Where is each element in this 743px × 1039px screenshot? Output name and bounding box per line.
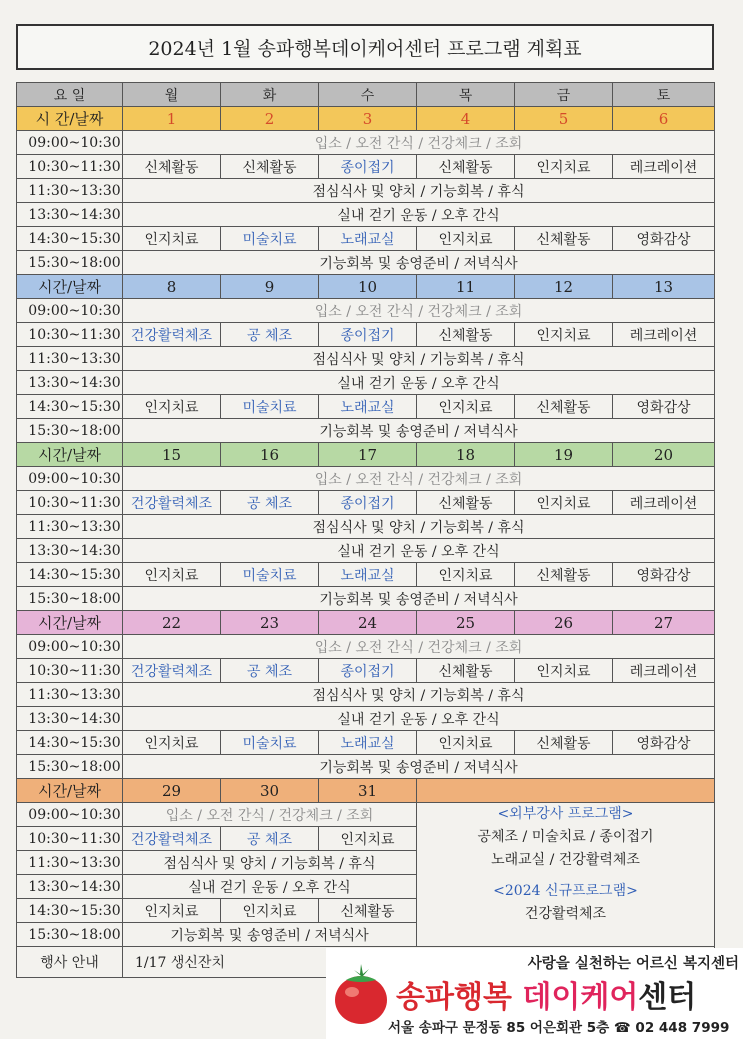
- activity-cell: 공 체조: [221, 323, 319, 347]
- activity-cell: 신체활동: [221, 155, 319, 179]
- schedule-row: [17, 491, 715, 515]
- all-day-activity: 입소 / 오전 간식 / 건강체크 / 조회: [123, 467, 715, 491]
- date-cell: 16: [221, 443, 319, 467]
- activity-cell: 신체활동: [319, 899, 417, 923]
- all-day-activity: 실내 걷기 운동 / 오후 간식: [123, 203, 715, 227]
- activity-cell: 인지치료: [417, 563, 515, 587]
- date-cell: 8: [123, 275, 221, 299]
- schedule-row: [17, 467, 715, 491]
- time-slot: 10:30~11:30: [17, 827, 123, 851]
- time-slot: 14:30~15:30: [17, 899, 123, 923]
- date-cell: 27: [613, 611, 715, 635]
- activity-cell: 신체활동: [417, 491, 515, 515]
- schedule-row: [17, 179, 715, 203]
- time-slot: 13:30~14:30: [17, 875, 123, 899]
- note-line3: 건강활력체조: [524, 906, 607, 922]
- weekday-header-cell: 토: [613, 83, 715, 107]
- activity-cell: 미술치료: [221, 731, 319, 755]
- time-slot: 09:00~10:30: [17, 635, 123, 659]
- schedule-row: [17, 347, 715, 371]
- activity-cell: 인지치료: [417, 227, 515, 251]
- note-line1: 공체조 / 미술치료 / 종이접기: [477, 829, 654, 845]
- date-cell: 6: [613, 107, 715, 131]
- note-spacer: [417, 872, 714, 880]
- activity-cell: 신체활동: [417, 659, 515, 683]
- activity-cell: 건강활력체조: [123, 827, 221, 851]
- activity-cell: 인지치료: [515, 155, 613, 179]
- date-cell: 11: [417, 275, 515, 299]
- date-cell: 22: [123, 611, 221, 635]
- all-day-activity: 점심식사 및 양치 / 기능회복 / 휴식: [123, 683, 715, 707]
- activity-cell: 신체활동: [417, 323, 515, 347]
- all-day-activity: 실내 걷기 운동 / 오후 간식: [123, 539, 715, 563]
- all-day-activity: 실내 걷기 운동 / 오후 간식: [123, 371, 715, 395]
- time-slot: 15:30~18:00: [17, 755, 123, 779]
- activity-cell: 종이접기: [319, 491, 417, 515]
- schedule-row: [17, 707, 715, 731]
- activity-cell: 인지치료: [417, 731, 515, 755]
- date-row-label: 시간/날짜: [17, 611, 123, 635]
- activity-cell: 노래교실: [319, 395, 417, 419]
- date-cell: 5: [515, 107, 613, 131]
- schedule-row: [17, 227, 715, 251]
- time-slot: 09:00~10:30: [17, 299, 123, 323]
- schedule-table: [16, 82, 715, 978]
- time-slot: 11:30~13:30: [17, 515, 123, 539]
- activity-cell: 레크레이션: [613, 155, 715, 179]
- activity-cell: 종이접기: [319, 155, 417, 179]
- time-slot: 11:30~13:30: [17, 851, 123, 875]
- time-slot: 09:00~10:30: [17, 803, 123, 827]
- date-cell: 3: [319, 107, 417, 131]
- date-cell: 25: [417, 611, 515, 635]
- time-slot: 14:30~15:30: [17, 395, 123, 419]
- date-row: [17, 275, 715, 299]
- activity-cell: 공 체조: [221, 659, 319, 683]
- note-line2: 노래교실 / 건강활력체조: [491, 852, 640, 868]
- all-day-activity: 실내 걷기 운동 / 오후 간식: [123, 707, 715, 731]
- date-cell: 24: [319, 611, 417, 635]
- tomato-icon: [332, 962, 390, 1026]
- date-row-label: 시간/날짜: [17, 779, 123, 803]
- schedule-row: [17, 515, 715, 539]
- empty-date-cell: [417, 779, 715, 803]
- date-row: [17, 779, 715, 803]
- weekday-header-cell: 금: [515, 83, 613, 107]
- weekday-header-label: 요 일: [17, 83, 123, 107]
- event-label: 행사 안내: [17, 947, 123, 978]
- activity-cell: 인지치료: [221, 899, 319, 923]
- date-row-label: 시간/날짜: [17, 275, 123, 299]
- time-slot: 13:30~14:30: [17, 203, 123, 227]
- activity-cell: 종이접기: [319, 323, 417, 347]
- activity-cell: 인지치료: [515, 491, 613, 515]
- center-name-part3: 센터: [638, 980, 697, 1015]
- activity-cell: 신체활동: [515, 227, 613, 251]
- time-slot: 13:30~14:30: [17, 707, 123, 731]
- time-slot: 14:30~15:30: [17, 563, 123, 587]
- time-slot: 14:30~15:30: [17, 731, 123, 755]
- activity-cell: 인지치료: [515, 659, 613, 683]
- activity-cell: 인지치료: [123, 227, 221, 251]
- all-day-activity: 입소 / 오전 간식 / 건강체크 / 조회: [123, 635, 715, 659]
- weekday-header-cell: 수: [319, 83, 417, 107]
- schedule-row: [17, 323, 715, 347]
- weekday-header-cell: 화: [221, 83, 319, 107]
- date-row: [17, 611, 715, 635]
- center-logo-banner: [326, 948, 743, 1039]
- weekday-header-cell: 월: [123, 83, 221, 107]
- activity-cell: 인지치료: [123, 563, 221, 587]
- all-day-activity: 입소 / 오전 간식 / 건강체크 / 조회: [123, 299, 715, 323]
- schedule-row: [17, 395, 715, 419]
- date-cell: 1: [123, 107, 221, 131]
- schedule-row: [17, 419, 715, 443]
- date-cell: 19: [515, 443, 613, 467]
- date-cell: 2: [221, 107, 319, 131]
- activity-cell: 레크레이션: [613, 659, 715, 683]
- time-slot: 15:30~18:00: [17, 587, 123, 611]
- schedule-row: [17, 803, 715, 827]
- center-name-part1: 송파행복: [396, 980, 512, 1015]
- schedule-row: [17, 299, 715, 323]
- date-cell: 12: [515, 275, 613, 299]
- activity-cell: 종이접기: [319, 659, 417, 683]
- activity-cell: 미술치료: [221, 563, 319, 587]
- center-name-part2: 데이케어: [522, 980, 639, 1015]
- activity-cell: 미술치료: [221, 227, 319, 251]
- activity-cell: 레크레이션: [613, 323, 715, 347]
- schedule-row: [17, 563, 715, 587]
- time-slot: 11:30~13:30: [17, 347, 123, 371]
- date-cell: 9: [221, 275, 319, 299]
- schedule-row: [17, 731, 715, 755]
- activity-cell: 공 체조: [221, 827, 319, 851]
- all-day-activity: 점심식사 및 양치 / 기능회복 / 휴식: [123, 347, 715, 371]
- activity-cell: 건강활력체조: [123, 491, 221, 515]
- activity-cell: 영화감상: [613, 395, 715, 419]
- date-cell: 30: [221, 779, 319, 803]
- time-slot: 15:30~18:00: [17, 923, 123, 947]
- activity-cell: 신체활동: [515, 563, 613, 587]
- time-slot: 15:30~18:00: [17, 251, 123, 275]
- activity-cell: 인지치료: [319, 827, 417, 851]
- schedule-row: [17, 251, 715, 275]
- all-day-activity: 기능회복 및 송영준비 / 저녁식사: [123, 587, 715, 611]
- time-slot: 09:00~10:30: [17, 467, 123, 491]
- activity-cell: 영화감상: [613, 563, 715, 587]
- date-cell: 15: [123, 443, 221, 467]
- activity-cell: 미술치료: [221, 395, 319, 419]
- activity-cell: 노래교실: [319, 227, 417, 251]
- time-slot: 13:30~14:30: [17, 371, 123, 395]
- all-day-activity: 실내 걷기 운동 / 오후 간식: [123, 875, 417, 899]
- activity-cell: 신체활동: [417, 155, 515, 179]
- schedule-row: [17, 587, 715, 611]
- note-heading1: <외부강사 프로그램>: [497, 806, 634, 822]
- activity-cell: 인지치료: [123, 731, 221, 755]
- activity-cell: 신체활동: [515, 731, 613, 755]
- time-slot: 10:30~11:30: [17, 491, 123, 515]
- schedule-row: [17, 371, 715, 395]
- date-cell: 13: [613, 275, 715, 299]
- date-row: [17, 443, 715, 467]
- date-cell: 4: [417, 107, 515, 131]
- center-address: 서울 송파구 문정동 85 어은회관 5층 ☎ 02 448 7999: [388, 1020, 730, 1036]
- activity-cell: 영화감상: [613, 227, 715, 251]
- date-cell: 17: [319, 443, 417, 467]
- date-row: [17, 107, 715, 131]
- center-slogan: 사랑을 실천하는 어르신 복지센터: [527, 956, 739, 972]
- date-row-label: 시 간/날짜: [17, 107, 123, 131]
- weekday-header-row: [17, 83, 715, 107]
- activity-cell: 영화감상: [613, 731, 715, 755]
- time-slot: 10:30~11:30: [17, 323, 123, 347]
- all-day-activity: 기능회복 및 송영준비 / 저녁식사: [123, 419, 715, 443]
- time-slot: 11:30~13:30: [17, 683, 123, 707]
- activity-cell: 인지치료: [515, 323, 613, 347]
- schedule-row: [17, 659, 715, 683]
- center-name: [396, 972, 696, 1016]
- all-day-activity: 기능회복 및 송영준비 / 저녁식사: [123, 251, 715, 275]
- time-slot: 09:00~10:30: [17, 131, 123, 155]
- time-slot: 11:30~13:30: [17, 179, 123, 203]
- activity-cell: 건강활력체조: [123, 659, 221, 683]
- time-slot: 15:30~18:00: [17, 419, 123, 443]
- schedule-row: [17, 635, 715, 659]
- all-day-activity: 점심식사 및 양치 / 기능회복 / 휴식: [123, 515, 715, 539]
- all-day-activity: 점심식사 및 양치 / 기능회복 / 휴식: [123, 179, 715, 203]
- time-slot: 10:30~11:30: [17, 155, 123, 179]
- all-day-activity: 입소 / 오전 간식 / 건강체크 / 조회: [123, 803, 417, 827]
- date-row-label: 시간/날짜: [17, 443, 123, 467]
- activity-cell: 건강활력체조: [123, 323, 221, 347]
- schedule-row: [17, 539, 715, 563]
- schedule-row: [17, 155, 715, 179]
- weekday-header-cell: 목: [417, 83, 515, 107]
- date-cell: 20: [613, 443, 715, 467]
- all-day-activity: 입소 / 오전 간식 / 건강체크 / 조회: [123, 131, 715, 155]
- time-slot: 13:30~14:30: [17, 539, 123, 563]
- event-text: 1/17 생신잔치: [123, 947, 715, 978]
- activity-cell: 노래교실: [319, 563, 417, 587]
- all-day-activity: 기능회복 및 송영준비 / 저녁식사: [123, 923, 417, 947]
- schedule-row: [17, 203, 715, 227]
- activity-cell: 신체활동: [515, 395, 613, 419]
- date-cell: 31: [319, 779, 417, 803]
- page-title: 2024년 1월 송파행복데이케어센터 프로그램 계획표: [16, 24, 714, 70]
- time-slot: 14:30~15:30: [17, 227, 123, 251]
- date-cell: 29: [123, 779, 221, 803]
- activity-cell: 인지치료: [123, 899, 221, 923]
- schedule-row: [17, 755, 715, 779]
- date-cell: 10: [319, 275, 417, 299]
- program-notes: [417, 803, 715, 947]
- note-heading2: <2024 신규프로그램>: [493, 883, 638, 899]
- activity-cell: 레크레이션: [613, 491, 715, 515]
- date-cell: 26: [515, 611, 613, 635]
- activity-cell: 인지치료: [417, 395, 515, 419]
- schedule-row: [17, 683, 715, 707]
- all-day-activity: 기능회복 및 송영준비 / 저녁식사: [123, 755, 715, 779]
- time-slot: 10:30~11:30: [17, 659, 123, 683]
- date-cell: 23: [221, 611, 319, 635]
- activity-cell: 신체활동: [123, 155, 221, 179]
- activity-cell: 인지치료: [123, 395, 221, 419]
- date-cell: 18: [417, 443, 515, 467]
- activity-cell: 공 체조: [221, 491, 319, 515]
- all-day-activity: 점심식사 및 양치 / 기능회복 / 휴식: [123, 851, 417, 875]
- schedule-row: [17, 131, 715, 155]
- activity-cell: 노래교실: [319, 731, 417, 755]
